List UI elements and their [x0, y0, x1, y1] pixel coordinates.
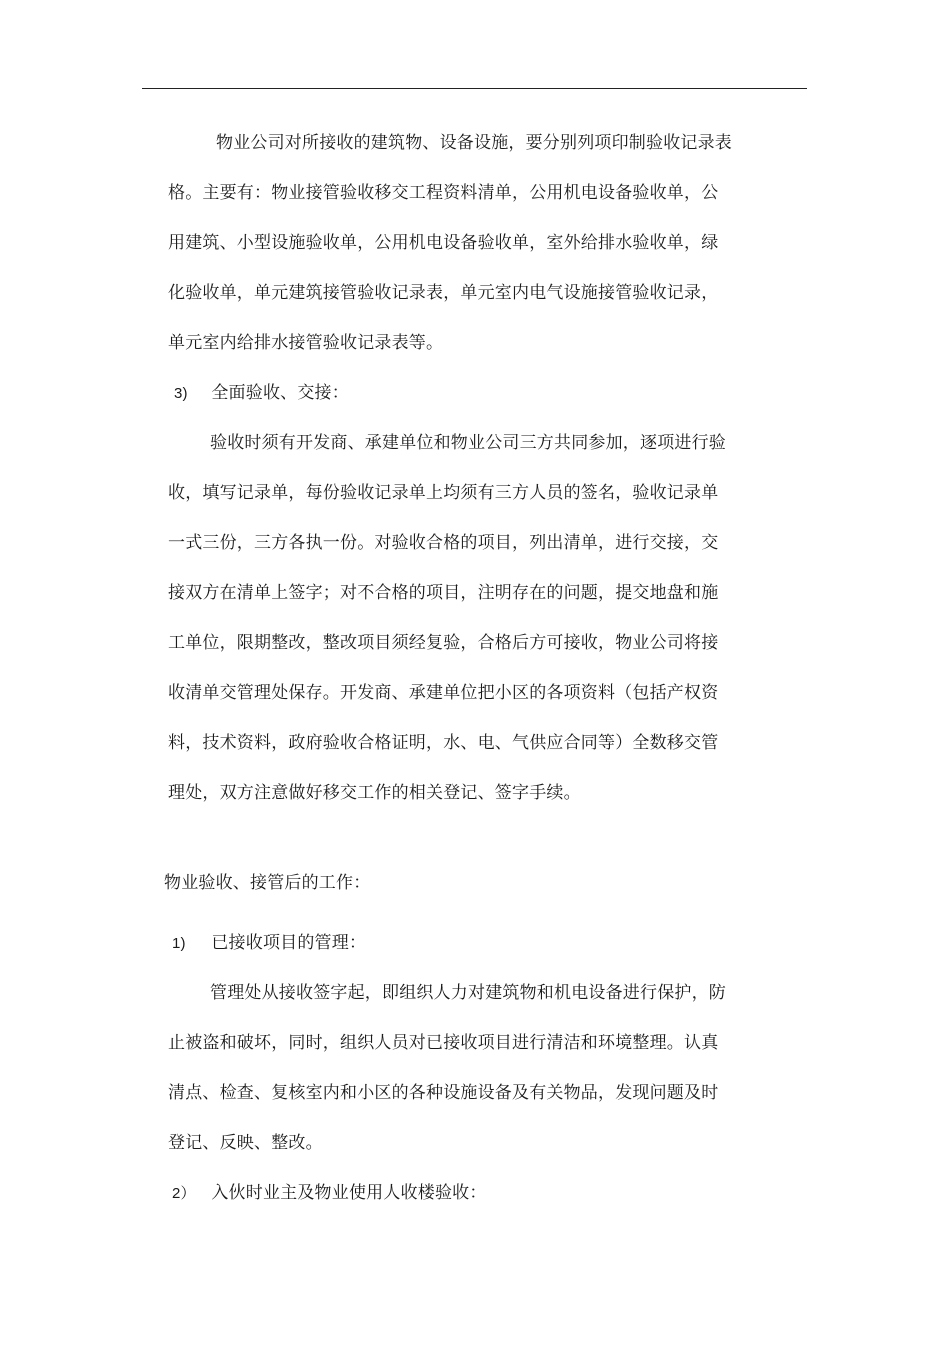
paragraph-line: 化验收单，单元建筑接管验收记录表，单元室内电气设施接管验收记录， [168, 283, 719, 303]
paragraph-line: 管理处从接收签字起，即组织人力对建筑物和机电设备进行保护，防 [210, 983, 726, 1003]
item-number: 3) [174, 385, 188, 402]
paragraph-line: 单元室内给排水接管验收记录表等。 [168, 333, 444, 353]
paragraph-line: 一式三份，三方各执一份。对验收合格的项目，列出清单，进行交接，交 [168, 533, 719, 553]
paragraph-line: 工单位，限期整改，整改项目须经复验，合格后方可接收，物业公司将接 [168, 633, 719, 653]
paragraph-line: 清点、检查、复核室内和小区的各种设施设备及有关物品，发现问题及时 [168, 1083, 719, 1103]
paragraph-line: 止被盗和破坏，同时，组织人员对已接收项目进行清洁和环境整理。认真 [168, 1033, 719, 1053]
item-number: 1) [172, 935, 186, 952]
paragraph-line: 收，填写记录单，每份验收记录单上均须有三方人员的签名，验收记录单 [168, 483, 719, 503]
paragraph-line: 格。主要有：物业接管验收移交工程资料清单，公用机电设备验收单，公 [168, 183, 719, 203]
item-title: 入伙时业主及物业使用人收楼验收： [211, 1183, 487, 1203]
item-number: 2） [172, 1185, 196, 1202]
item-heading [174, 382, 349, 405]
paragraph-line: 用建筑、小型设施验收单，公用机电设备验收单，室外给排水验收单，绿 [168, 233, 719, 253]
paragraph-line: 收清单交管理处保存。开发商、承建单位把小区的各项资料（包括产权资 [168, 683, 719, 703]
item-heading [172, 1182, 487, 1205]
paragraph-line: 登记、反映、整改。 [168, 1133, 323, 1153]
paragraph-line: 理处，双方注意做好移交工作的相关登记、签字手续。 [168, 783, 581, 803]
item-title: 已接收项目的管理： [211, 933, 367, 953]
paragraph-line: 料，技术资料，政府验收合格证明，水、电、气供应合同等）全数移交管 [168, 733, 719, 753]
paragraph-line: 接双方在清单上签字；对不合格的项目，注明存在的问题，提交地盘和施 [168, 583, 719, 603]
section-heading: 物业验收、接管后的工作： [164, 873, 371, 893]
header-rule [142, 88, 807, 89]
item-heading [172, 932, 366, 955]
paragraph-line: 验收时须有开发商、承建单位和物业公司三方共同参加，逐项进行验 [210, 433, 726, 453]
paragraph-line: 物业公司对所接收的建筑物、设备设施，要分别列项印制验收记录表 [216, 133, 732, 153]
item-title: 全面验收、交接： [211, 383, 349, 403]
